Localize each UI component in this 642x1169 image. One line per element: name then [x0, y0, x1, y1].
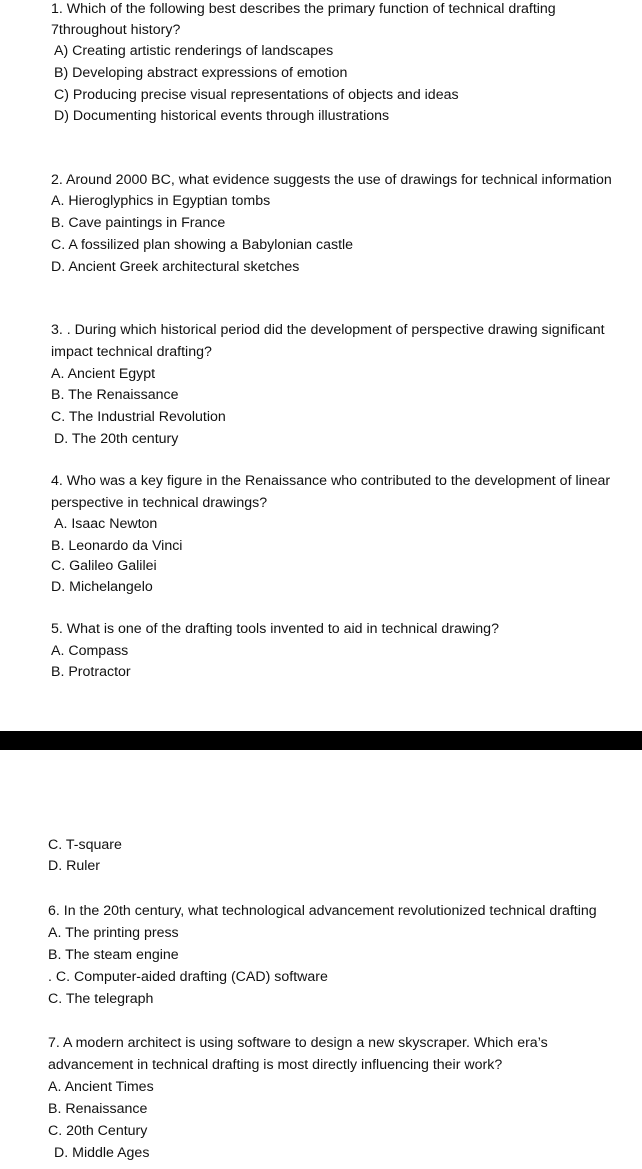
question-4-text-line2: perspective in technical drawings? [51, 495, 268, 511]
question-2-option-b: B. Cave paintings in France [51, 215, 226, 231]
question-6-option-a: A. The printing press [48, 925, 179, 941]
question-7-text-line1: 7. A modern architect is using software to design a new skyscraper. Which era’s [48, 1035, 548, 1051]
question-1-text-line1: 1. Which of the following best describes the primary function of technical drafting [51, 1, 556, 17]
question-4-option-a: A. Isaac Newton [54, 516, 158, 532]
question-4-text-line1: 4. Who was a key figure in the Renaissance who contributed to the development of linear [51, 473, 611, 489]
question-2-option-d: D. Ancient Greek architectural sketches [51, 259, 300, 275]
question-7-option-a: A. Ancient Times [48, 1079, 154, 1095]
question-4-option-b: B. Leonardo da Vinci [51, 538, 183, 554]
question-6-option-b: B. The steam engine [48, 947, 179, 963]
question-1-option-c: C) Producing precise visual representations of objects and ideas [54, 87, 459, 103]
question-3-text-line1: 3. . During which historical period did the development of perspective drawing significant [51, 322, 605, 338]
question-5-text-line1: 5. What is one of the drafting tools invented to aid in technical drawing? [51, 621, 499, 637]
question-2-text-line1: 2. Around 2000 BC, what evidence suggests the use of drawings for technical information [51, 172, 612, 188]
question-4-option-c: C. Galileo Galilei [51, 558, 157, 574]
question-1-text-line2: 7throughout history? [51, 22, 181, 38]
question-1-option-b: B) Developing abstract expressions of emotion [54, 65, 348, 81]
question-3-option-c: C. The Industrial Revolution [51, 409, 226, 425]
question-1-option-a: A) Creating artistic renderings of landscapes [54, 43, 334, 59]
question-3-option-a: A. Ancient Egypt [51, 366, 156, 382]
question-2-option-c: C. A fossilized plan showing a Babylonian castle [51, 237, 354, 253]
question-5-option-d: D. Ruler [48, 858, 101, 874]
question-5-option-c: C. T-square [48, 837, 122, 853]
question-6-text-line1: 6. In the 20th century, what technological advancement revolutionized technical drafting [48, 903, 597, 919]
question-6-option-c-cad: . C. Computer-aided drafting (CAD) software [48, 969, 328, 985]
question-6-option-c-telegraph: C. The telegraph [48, 991, 154, 1007]
question-5-option-a: A. Compass [51, 643, 129, 659]
question-3-option-d: D. The 20th century [54, 431, 179, 447]
question-2-option-a: A. Hieroglyphics in Egyptian tombs [51, 193, 271, 209]
question-1-option-d: D) Documenting historical events through illustrations [54, 108, 390, 124]
question-3-text-line2: impact technical drafting? [51, 344, 212, 360]
question-7-option-b: B. Renaissance [48, 1101, 148, 1117]
question-7-text-line2: advancement in technical drafting is most directly influencing their work? [48, 1057, 503, 1073]
question-5-option-b: B. Protractor [51, 664, 131, 680]
page-break-divider [0, 731, 642, 750]
question-3-option-b: B. The Renaissance [51, 387, 179, 403]
question-7-option-d: D. Middle Ages [54, 1145, 150, 1161]
question-4-option-d: D. Michelangelo [51, 579, 153, 595]
question-7-option-c: C. 20th Century [48, 1123, 148, 1139]
